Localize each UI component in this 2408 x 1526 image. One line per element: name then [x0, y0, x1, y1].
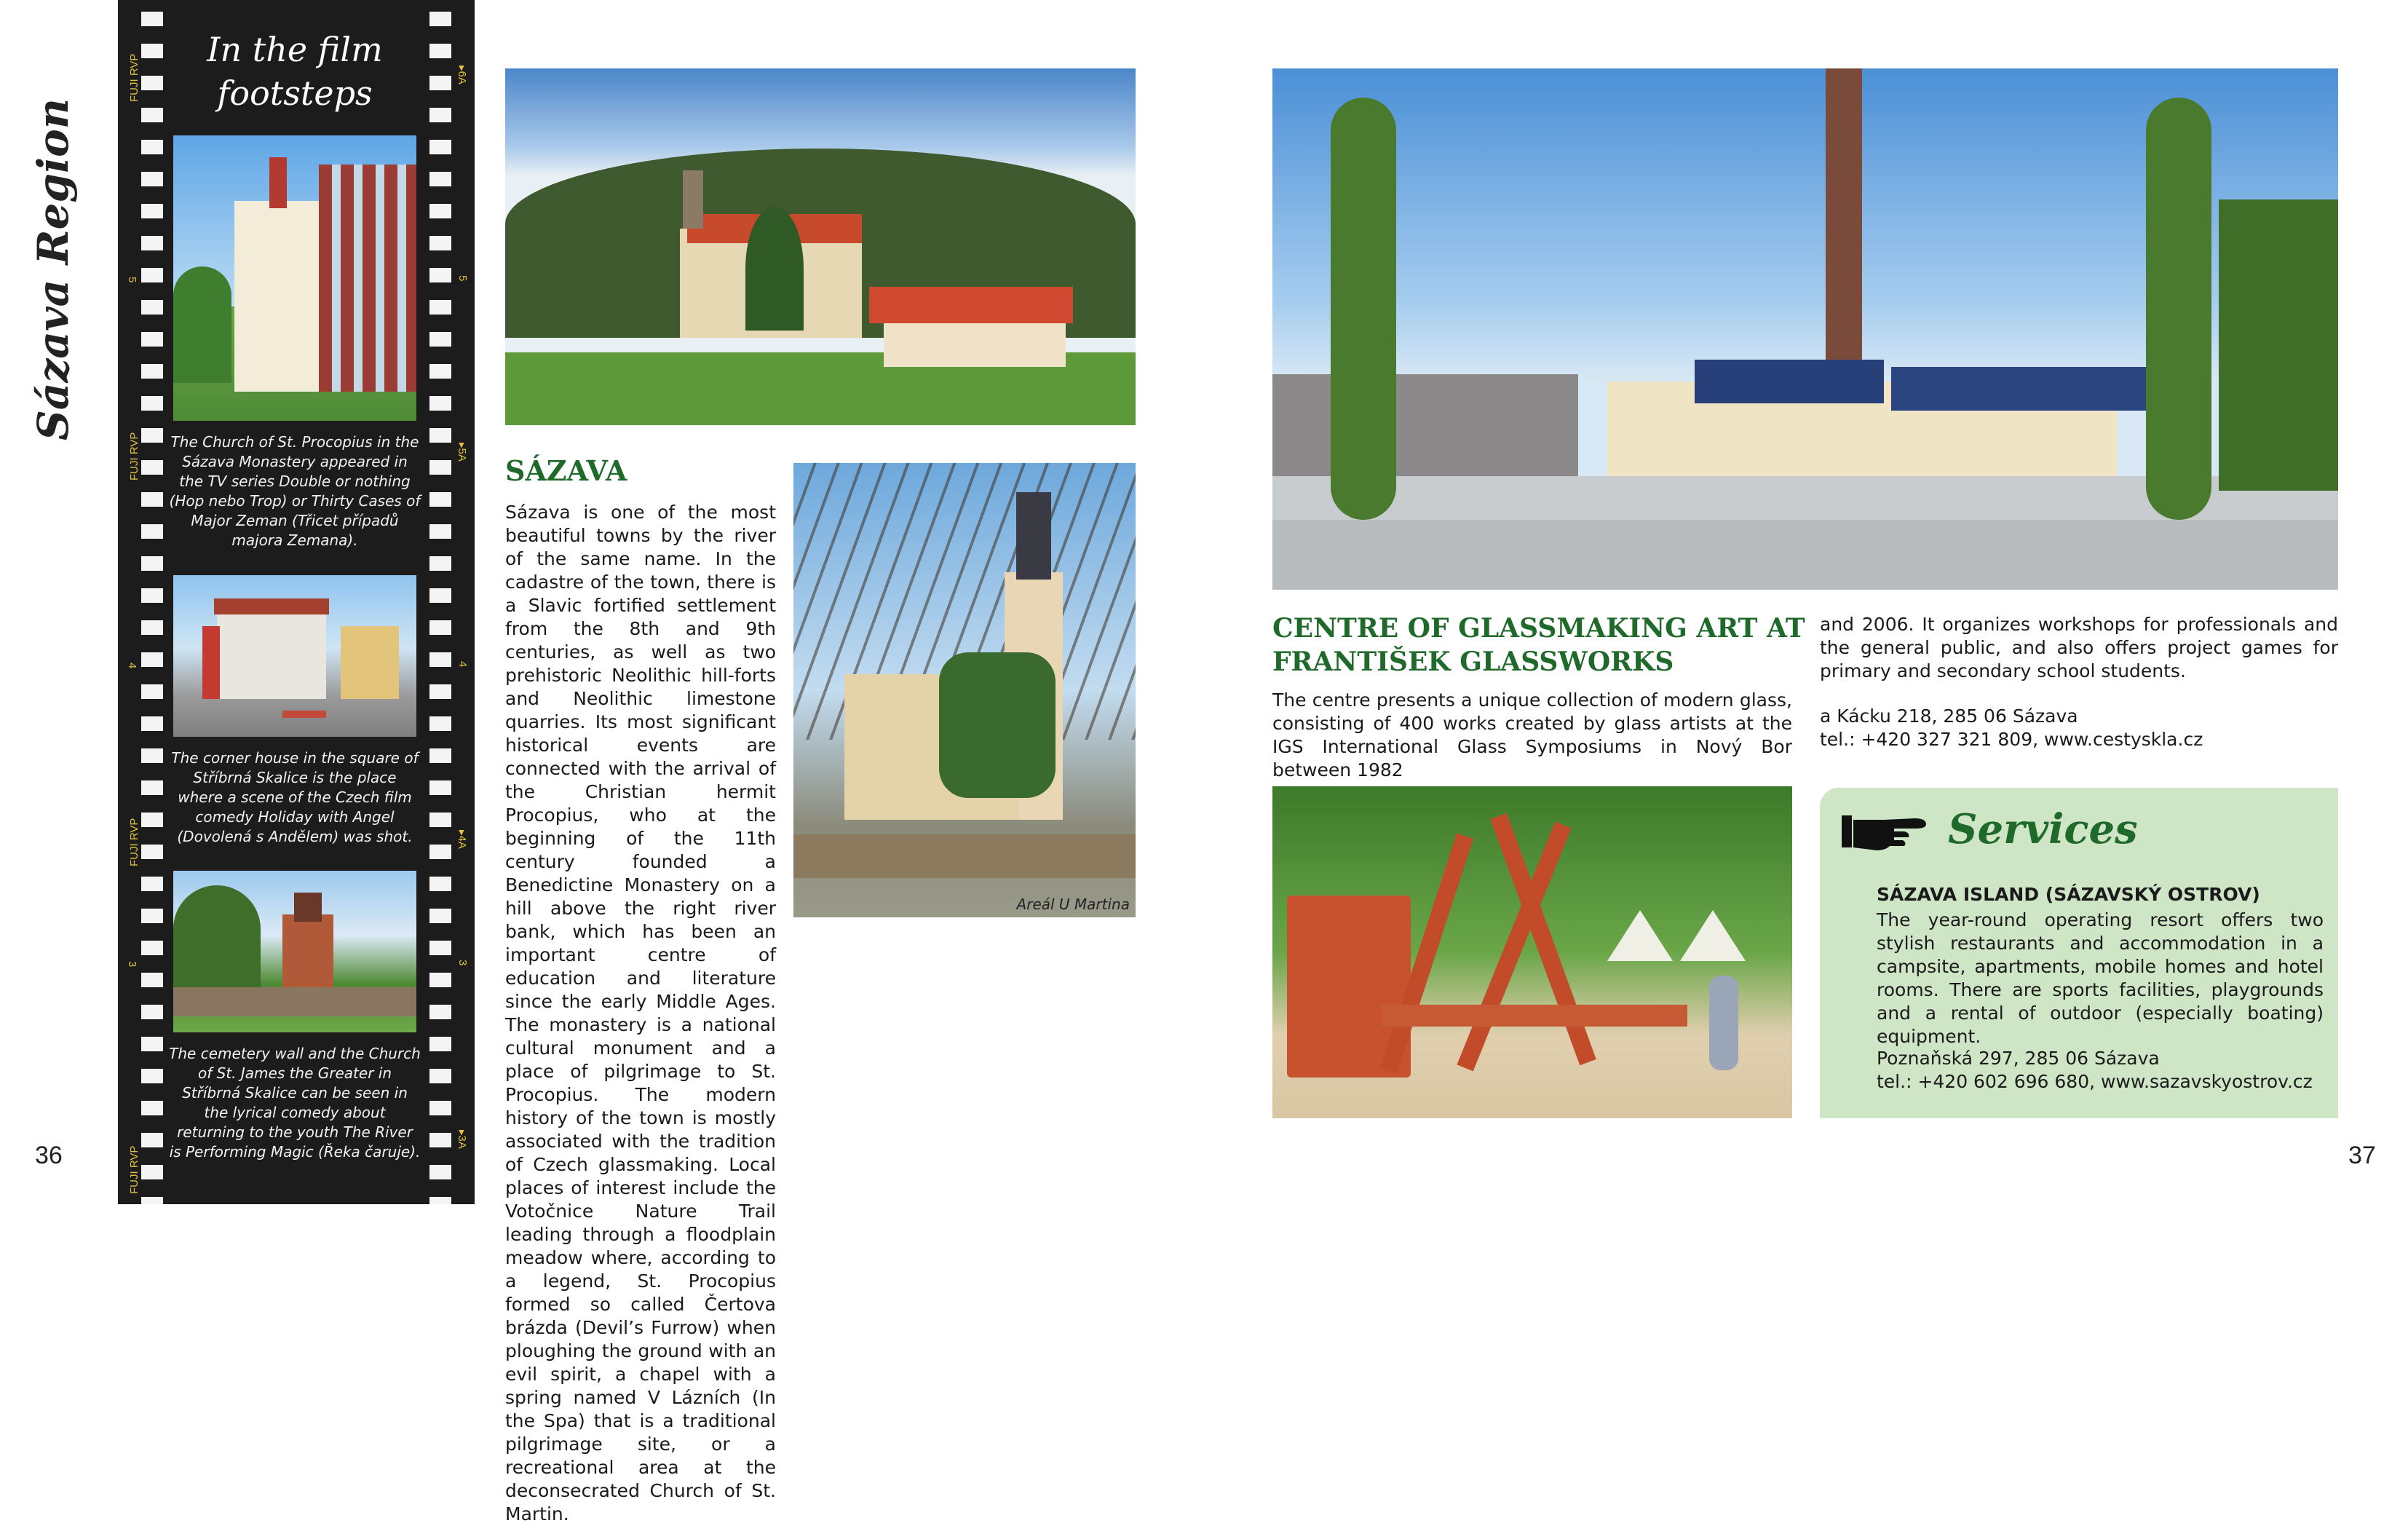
film-frame-number: 5	[456, 275, 469, 282]
film-caption-2: The corner house in the square of Stříbrná Skalice is the place where a scene of the Czech film comedy Holiday with Angel (Dovolená s Andělem) was shot.	[171, 749, 419, 845]
sazava-heading: SÁZAVA	[505, 454, 627, 487]
film-frame-number: 4	[126, 663, 138, 669]
glassworks-text-1: The centre presents a unique collection of modern glass, consisting of 400 works created by glass artists at the IGS International Glass Symposiums in Nový Bor between 1982	[1272, 689, 1792, 780]
sazava-monastery-photo	[505, 68, 1136, 425]
pointing-hand-icon	[1842, 811, 1929, 858]
region-title-text: Sázava Region	[28, 98, 78, 441]
services-contact: tel.: +420 602 696 680, www.sazavskyostrov.cz	[1877, 1071, 2313, 1092]
sazava-photo-caption: Areál U Martina	[1016, 896, 1130, 913]
glassworks-heading-line1: CENTRE OF GLASSMAKING ART AT	[1272, 613, 1805, 644]
film-frame-number: ▸5A	[456, 443, 468, 462]
film-edge-mark: FUJI RVP	[128, 53, 140, 102]
film-frame-number: 4	[456, 661, 469, 668]
glassworks-contact: tel.: +420 327 321 809, www.cestyskla.cz	[1820, 729, 2203, 750]
region-title	[20, 66, 86, 473]
film-frame-number: ▸6A	[456, 66, 468, 84]
film-frame-number: 5	[126, 277, 138, 283]
services-title: Services	[1948, 805, 2138, 853]
sazava-text-column	[505, 501, 776, 1525]
glassworks-heading-line2: FRANTIŠEK GLASSWORKS	[1272, 647, 1674, 677]
cemetery-wall-photo	[173, 871, 416, 1032]
film-caption-1: The Church of St. Procopius in the Sázava Monastery appeared in the TV series Double or nothing (Hop nebo Trop) or Thirty Cases of Major Zeman (Třicet případů majora Zemana).	[169, 433, 421, 549]
church-procopius-photo	[173, 135, 416, 421]
church-st-martin-photo	[793, 463, 1136, 917]
glassworks-photo	[1272, 68, 2338, 590]
film-edge-mark: FUJI RVP	[128, 1145, 140, 1194]
glassworks-heading	[1272, 612, 1805, 679]
services-address: Poznaňská 297, 285 06 Sázava	[1877, 1048, 2160, 1069]
film-frame-number: ▸4A	[456, 830, 468, 849]
film-perforations-left	[141, 0, 163, 1204]
services-item-text: The year-round operating resort offers two stylish restaurants and accommodation in a campsite, apartments, mobile homes and hotel rooms. There are sports facilities, playgrounds and a rental of outdoor (especially boating) equipment.	[1877, 909, 2324, 1047]
film-title: In the film footsteps	[207, 30, 383, 113]
page-number-left: 36	[35, 1142, 63, 1169]
film-edge-mark: FUJI RVP	[128, 432, 140, 481]
film-frame-number: 3	[456, 960, 469, 966]
film-perforations-right	[429, 0, 451, 1204]
services-item-title: SÁZAVA ISLAND (SÁZAVSKÝ OSTROV)	[1877, 884, 2260, 905]
film-caption-3: The cemetery wall and the Church of St. James the Greater in Stříbrná Skalice can be seen in the lyrical comedy about returning to the youth The River is Performing Magic (Řeka čaruje).	[169, 1045, 421, 1161]
film-frame-number: ▸3A	[456, 1130, 468, 1149]
corner-house-photo	[173, 575, 416, 737]
sazava-text: Sázava is one of the most beautiful towns by the river of the same name. In the cadastre of the town, there is a Slavic fortified settlement from the 8th and 9th centuries, as well as two prehistoric Neolithic hill-forts and Neolithic limestone quarries. Its most significant historical events are connected with the arrival of the Christian hermit Procopius, who at the beginning of the 11th century founded a Benedictine Monastery on a hill above the right river bank, which has been an important centre of education and literature since the early Middle Ages. The monastery is a national cultural monument and a place of pilgrimage to St. Procopius. The modern history of the town is mostly associated with the tradition of Czech glassmaking. Local places of interest include the Votočnice Nature Trail leading through a floodplain meadow where, according to a legend, St. Procopius formed so called Čertova brázda (Devil’s Furrow) when ploughing the ground with an evil spirit, a chapel with a spring named V Lázních (In the Spa) that is a traditional pilgrimage site, or a recreational area at the deconsecrated Church of St. Martin.	[505, 502, 776, 1525]
glassworks-text-2: and 2006. It organizes workshops for professionals and the general public, and also offers project games for primary and secondary school students.	[1820, 614, 2338, 681]
page-number-right: 37	[2348, 1142, 2376, 1169]
glassworks-address: a Kácku 218, 285 06 Sázava	[1820, 705, 2078, 727]
film-frame-number: 3	[126, 961, 138, 968]
playground-photo	[1272, 786, 1792, 1118]
sazava-text-continued	[505, 936, 1136, 1126]
film-edge-mark: FUJI RVP	[128, 818, 140, 866]
